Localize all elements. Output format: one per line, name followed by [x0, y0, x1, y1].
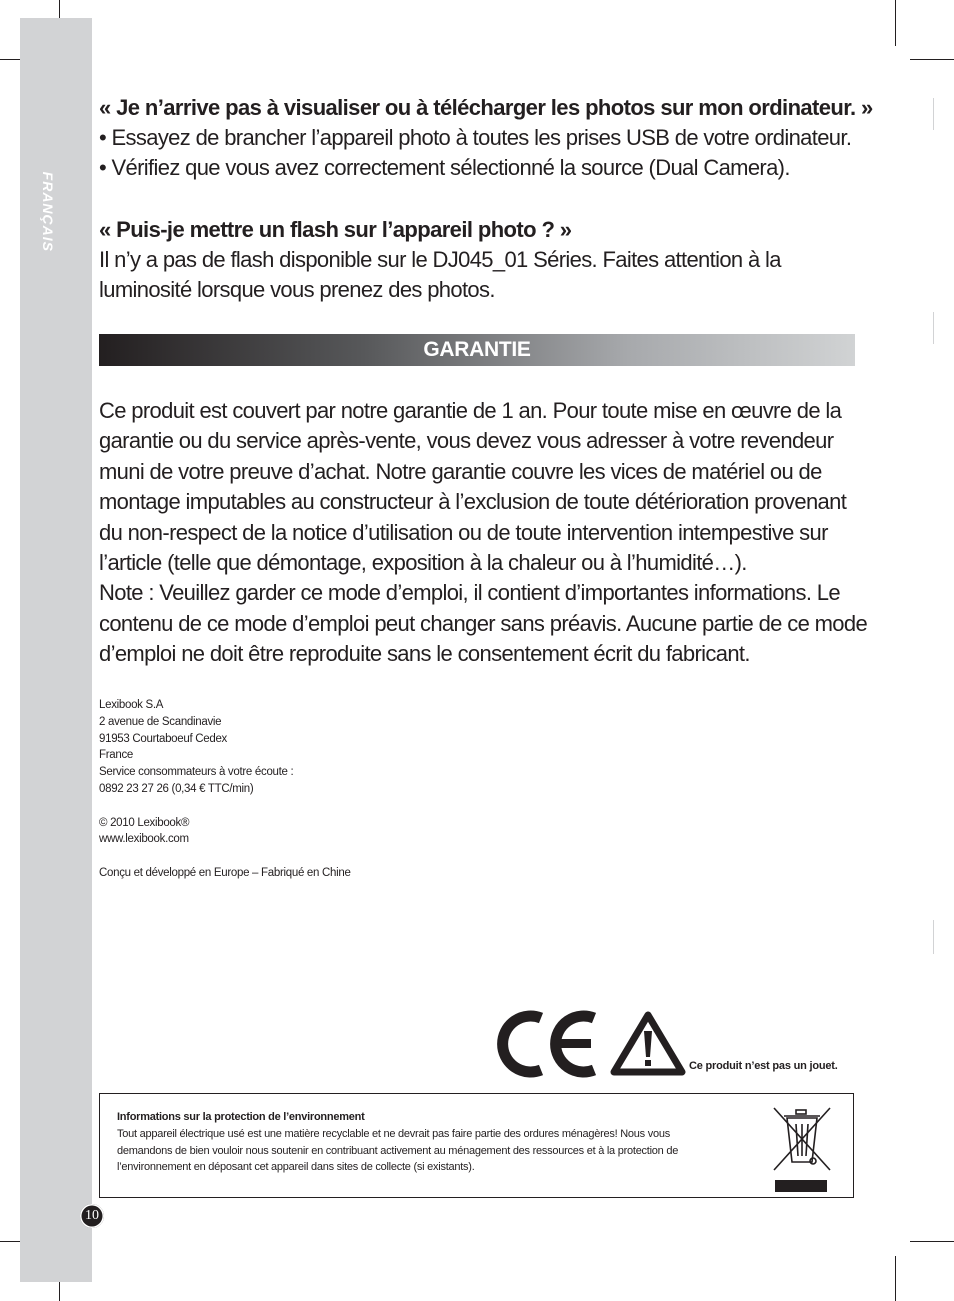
registration-mark [933, 920, 934, 954]
faq-section [99, 215, 857, 306]
registration-mark [933, 312, 934, 344]
warranty-banner: GARANTIE [99, 334, 855, 366]
faq-question: « Je n’arrive pas à visualiser ou à télécharger les photos sur mon ordinateur. » [99, 95, 873, 120]
warranty-line: Note : Veuillez garder ce mode d’emploi, il contient d’importantes informations. Le [99, 580, 840, 606]
ce-mark-icon [493, 1007, 597, 1081]
faq-answer-line: Il n’y a pas de flash disponible sur le DJ045_01 Séries. Faites attention à la [99, 247, 781, 272]
faq-question: « Puis-je mettre un flash sur l’appareil photo ? » [99, 217, 572, 242]
environment-info-box [99, 1093, 854, 1198]
crop-mark [895, 1256, 896, 1301]
warranty-line: l’article (telle que démontage, exposition à la chaleur ou à l’humidité…). [99, 550, 747, 576]
crop-mark [910, 59, 954, 60]
website: www.lexibook.com [99, 833, 189, 846]
warranty-line: d’emploi ne doit être reproduite sans le consentement écrit du fabricant. [99, 641, 750, 667]
warranty-line: muni de votre preuve d’achat. Notre garantie couvre les vices de matériel ou de [99, 458, 822, 484]
company-name: Lexibook S.A [99, 699, 164, 711]
not-a-toy-text: Ce produit n’est pas un jouet. [689, 1060, 838, 1072]
warranty-line: contenu de ce mode d’emploi peut changer sans préavis. Aucune partie de ce mode [99, 610, 868, 636]
service-label: Service consommateurs à votre écoute : [99, 766, 294, 779]
copyright: © 2010 Lexibook® [99, 816, 190, 829]
environment-text [117, 1109, 737, 1176]
company-country: France [99, 749, 133, 762]
environment-line: demandons de bien vouloir nous soutenir en contribuant activement au ménagement des ressources et à la protection de [117, 1144, 679, 1157]
faq-answer-line: • Essayez de brancher l’appareil photo à toutes les prises USB de votre ordinateur. [99, 125, 852, 150]
language-label: FRANÇAIS [40, 171, 56, 252]
faq-answer-line: luminosité lorsque vous prenez des photos. [99, 277, 495, 303]
service-phone: 0892 23 27 26 (0,34 € TTC/min) [99, 782, 254, 795]
warranty-text [99, 396, 868, 670]
warranty-line: montage imputables au constructeur à l’exclusion de toute détérioration provenant [99, 489, 847, 515]
origin-text: Conçu et développé en Europe – Fabriqué en Chine [99, 866, 351, 879]
environment-line: l’environnement en déposant cet appareil dans sites de collecte (si existants). [117, 1161, 475, 1174]
crossed-out-bin-icon [770, 1104, 834, 1196]
environment-line: Tout appareil électrique usé est une matière recyclable et ne devrait pas faire partie des ordures ménagères! Nous vous [117, 1127, 670, 1140]
faq-answer-line: • Vérifiez que vous avez correctement sélectionné la source (Dual Camera). [99, 155, 790, 181]
warranty-line: du non-respect de la notice d’utilisation ou de toute intervention intempestive sur [99, 519, 828, 545]
crop-mark [895, 0, 896, 46]
warranty-line: garantie ou du service après-vente, vous devez vous adresser à votre revendeur [99, 428, 834, 454]
page-number: 10 [80, 1204, 104, 1228]
company-info [99, 697, 857, 882]
warning-triangle-icon [609, 1009, 687, 1077]
company-street: 2 avenue de Scandinavie [99, 715, 222, 728]
registration-mark [933, 98, 934, 130]
language-sidebar [20, 18, 92, 1282]
environment-title: Informations sur la protection de l’environnement [117, 1111, 365, 1123]
crop-mark [910, 1241, 954, 1242]
faq-section [99, 93, 873, 184]
company-city: 91953 Courtaboeuf Cedex [99, 732, 228, 745]
warranty-line: Ce produit est couvert par notre garantie de 1 an. Pour toute mise en œuvre de la [99, 398, 842, 423]
